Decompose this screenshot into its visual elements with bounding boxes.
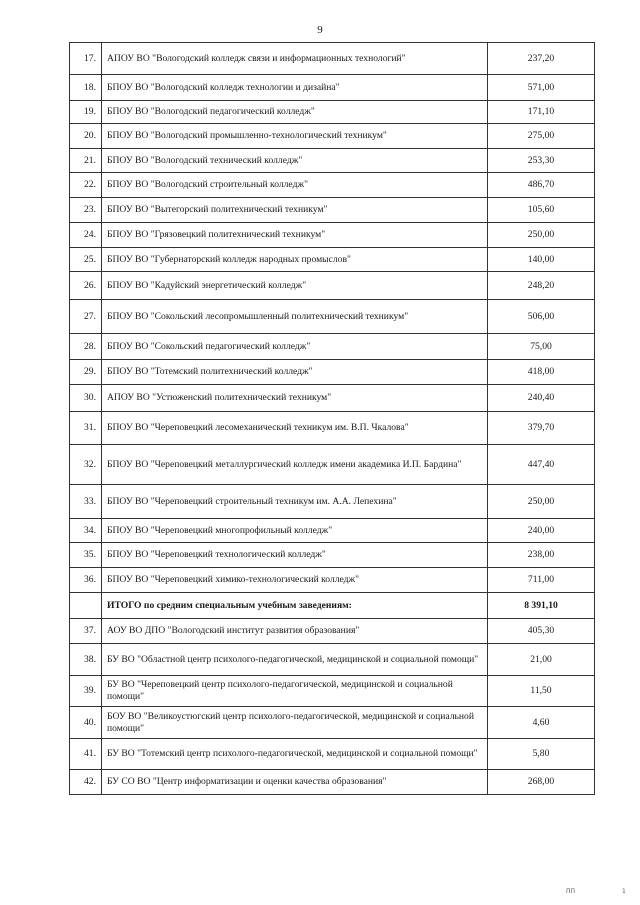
row-number: 29.	[70, 360, 102, 385]
institution-name: БПОУ ВО "Череповецкий лесомеханический техникум им. В.П. Чкалова"	[102, 412, 488, 445]
table-row	[70, 543, 595, 568]
table-row	[70, 619, 595, 644]
amount-value: 418,00	[488, 360, 595, 385]
amount-value: 268,00	[488, 770, 595, 795]
institution-name: БПОУ ВО "Вологодский педагогический колледж"	[102, 101, 488, 124]
row-number: 26.	[70, 272, 102, 300]
amount-value: 11,50	[488, 676, 595, 707]
amount-value: 5,80	[488, 739, 595, 770]
row-number: 18.	[70, 75, 102, 101]
amount-value: 105,60	[488, 198, 595, 223]
row-number: 34.	[70, 519, 102, 543]
footer-mark-right: 1	[622, 888, 626, 895]
amount-value: 571,00	[488, 75, 595, 101]
table-body	[70, 43, 595, 795]
table-row	[70, 198, 595, 223]
table-row	[70, 334, 595, 360]
institution-name: ИТОГО по средним специальным учебным заведениям:	[102, 593, 488, 619]
row-number: 32.	[70, 445, 102, 485]
table-row	[70, 568, 595, 593]
footer-mark-left: ПП	[566, 888, 576, 895]
institution-name: БПОУ ВО "Череповецкий технологический колледж"	[102, 543, 488, 568]
row-number: 27.	[70, 300, 102, 334]
table-row	[70, 644, 595, 676]
table-row	[70, 173, 595, 198]
table-row	[70, 43, 595, 75]
amount-value: 237,20	[488, 43, 595, 75]
row-number: 42.	[70, 770, 102, 795]
row-number: 31.	[70, 412, 102, 445]
amount-value: 238,00	[488, 543, 595, 568]
row-number: 41.	[70, 739, 102, 770]
institution-name: БУ СО ВО "Центр информатизации и оценки качества образования"	[102, 770, 488, 795]
table-row	[70, 412, 595, 445]
amount-value: 275,00	[488, 124, 595, 149]
row-number: 30.	[70, 385, 102, 412]
table-row	[70, 676, 595, 707]
table-row	[70, 385, 595, 412]
institution-name: БОУ ВО "Великоустюгский центр психолого-педагогической, медицинской и социальной помощи"	[102, 707, 488, 739]
row-number	[70, 593, 102, 619]
amount-value: 140,00	[488, 248, 595, 272]
row-number: 21.	[70, 149, 102, 173]
table-row	[70, 739, 595, 770]
amount-value: 248,20	[488, 272, 595, 300]
amount-value: 486,70	[488, 173, 595, 198]
institution-name: БПОУ ВО "Сокольский лесопромышленный политехнический техникум"	[102, 300, 488, 334]
table-row	[70, 272, 595, 300]
row-number: 35.	[70, 543, 102, 568]
amount-value: 250,00	[488, 223, 595, 248]
table-row	[70, 124, 595, 149]
table-row-total	[70, 593, 595, 619]
institution-name: БПОУ ВО "Сокольский педагогический колледж"	[102, 334, 488, 360]
table-row	[70, 519, 595, 543]
row-number: 17.	[70, 43, 102, 75]
institution-name: БПОУ ВО "Вологодский технический колледж"	[102, 149, 488, 173]
amount-value: 379,70	[488, 412, 595, 445]
table-row	[70, 149, 595, 173]
institution-name: АПОУ ВО "Устюженский политехнический техникум"	[102, 385, 488, 412]
amount-value: 447,40	[488, 445, 595, 485]
table-row	[70, 75, 595, 101]
institution-name: БУ ВО "Тотемский центр психолого-педагогической, медицинской и социальной помощи"	[102, 739, 488, 770]
amount-value: 240,40	[488, 385, 595, 412]
institution-name: БПОУ ВО "Череповецкий многопрофильный колледж"	[102, 519, 488, 543]
table-row	[70, 707, 595, 739]
row-number: 39.	[70, 676, 102, 707]
table-row	[70, 223, 595, 248]
page-number: 9	[317, 24, 323, 36]
row-number: 38.	[70, 644, 102, 676]
row-number: 40.	[70, 707, 102, 739]
institution-name: БУ ВО "Череповецкий центр психолого-педагогической, медицинской и социальной помощи"	[102, 676, 488, 707]
institution-name: БПОУ ВО "Вологодский промышленно-технологический техникум"	[102, 124, 488, 149]
row-number: 25.	[70, 248, 102, 272]
row-number: 20.	[70, 124, 102, 149]
row-number: 23.	[70, 198, 102, 223]
amount-value: 240,00	[488, 519, 595, 543]
row-number: 28.	[70, 334, 102, 360]
table-row	[70, 300, 595, 334]
row-number: 19.	[70, 101, 102, 124]
table-row	[70, 485, 595, 519]
institution-name: АПОУ ВО "Вологодский колледж связи и информационных технологий"	[102, 43, 488, 75]
institution-name: БПОУ ВО "Вытегорский политехнический техникум"	[102, 198, 488, 223]
amount-value: 506,00	[488, 300, 595, 334]
institution-name: БПОУ ВО "Тотемский политехнический колледж"	[102, 360, 488, 385]
table-row	[70, 360, 595, 385]
institution-name: БПОУ ВО "Череповецкий строительный техникум им. А.А. Лепехина"	[102, 485, 488, 519]
row-number: 36.	[70, 568, 102, 593]
amount-value: 405,30	[488, 619, 595, 644]
table-row	[70, 101, 595, 124]
institution-name: БПОУ ВО "Грязовецкий политехнический техникум"	[102, 223, 488, 248]
amount-value: 711,00	[488, 568, 595, 593]
amount-value: 171,10	[488, 101, 595, 124]
amount-value: 21,00	[488, 644, 595, 676]
institution-name: БПОУ ВО "Череповецкий металлургический колледж имени академика И.П. Бардина"	[102, 445, 488, 485]
row-number: 22.	[70, 173, 102, 198]
institution-name: БПОУ ВО "Кадуйский энергетический колледж"	[102, 272, 488, 300]
row-number: 24.	[70, 223, 102, 248]
table-row	[70, 770, 595, 795]
amount-value: 4,60	[488, 707, 595, 739]
amount-value: 253,30	[488, 149, 595, 173]
table-row	[70, 248, 595, 272]
institution-name: БПОУ ВО "Череповецкий химико-технологический колледж"	[102, 568, 488, 593]
budget-table	[69, 42, 595, 795]
amount-value: 250,00	[488, 485, 595, 519]
amount-value: 8 391,10	[488, 593, 595, 619]
institution-name: БУ ВО "Областной центр психолого-педагогической, медицинской и социальной помощи"	[102, 644, 488, 676]
table-row	[70, 445, 595, 485]
institution-name: БПОУ ВО "Губернаторский колледж народных промыслов"	[102, 248, 488, 272]
amount-value: 75,00	[488, 334, 595, 360]
institution-name: АОУ ВО ДПО "Вологодский институт развития образования"	[102, 619, 488, 644]
institution-name: БПОУ ВО "Вологодский строительный колледж"	[102, 173, 488, 198]
row-number: 33.	[70, 485, 102, 519]
row-number: 37.	[70, 619, 102, 644]
institution-name: БПОУ ВО "Вологодский колледж технологии и дизайна"	[102, 75, 488, 101]
